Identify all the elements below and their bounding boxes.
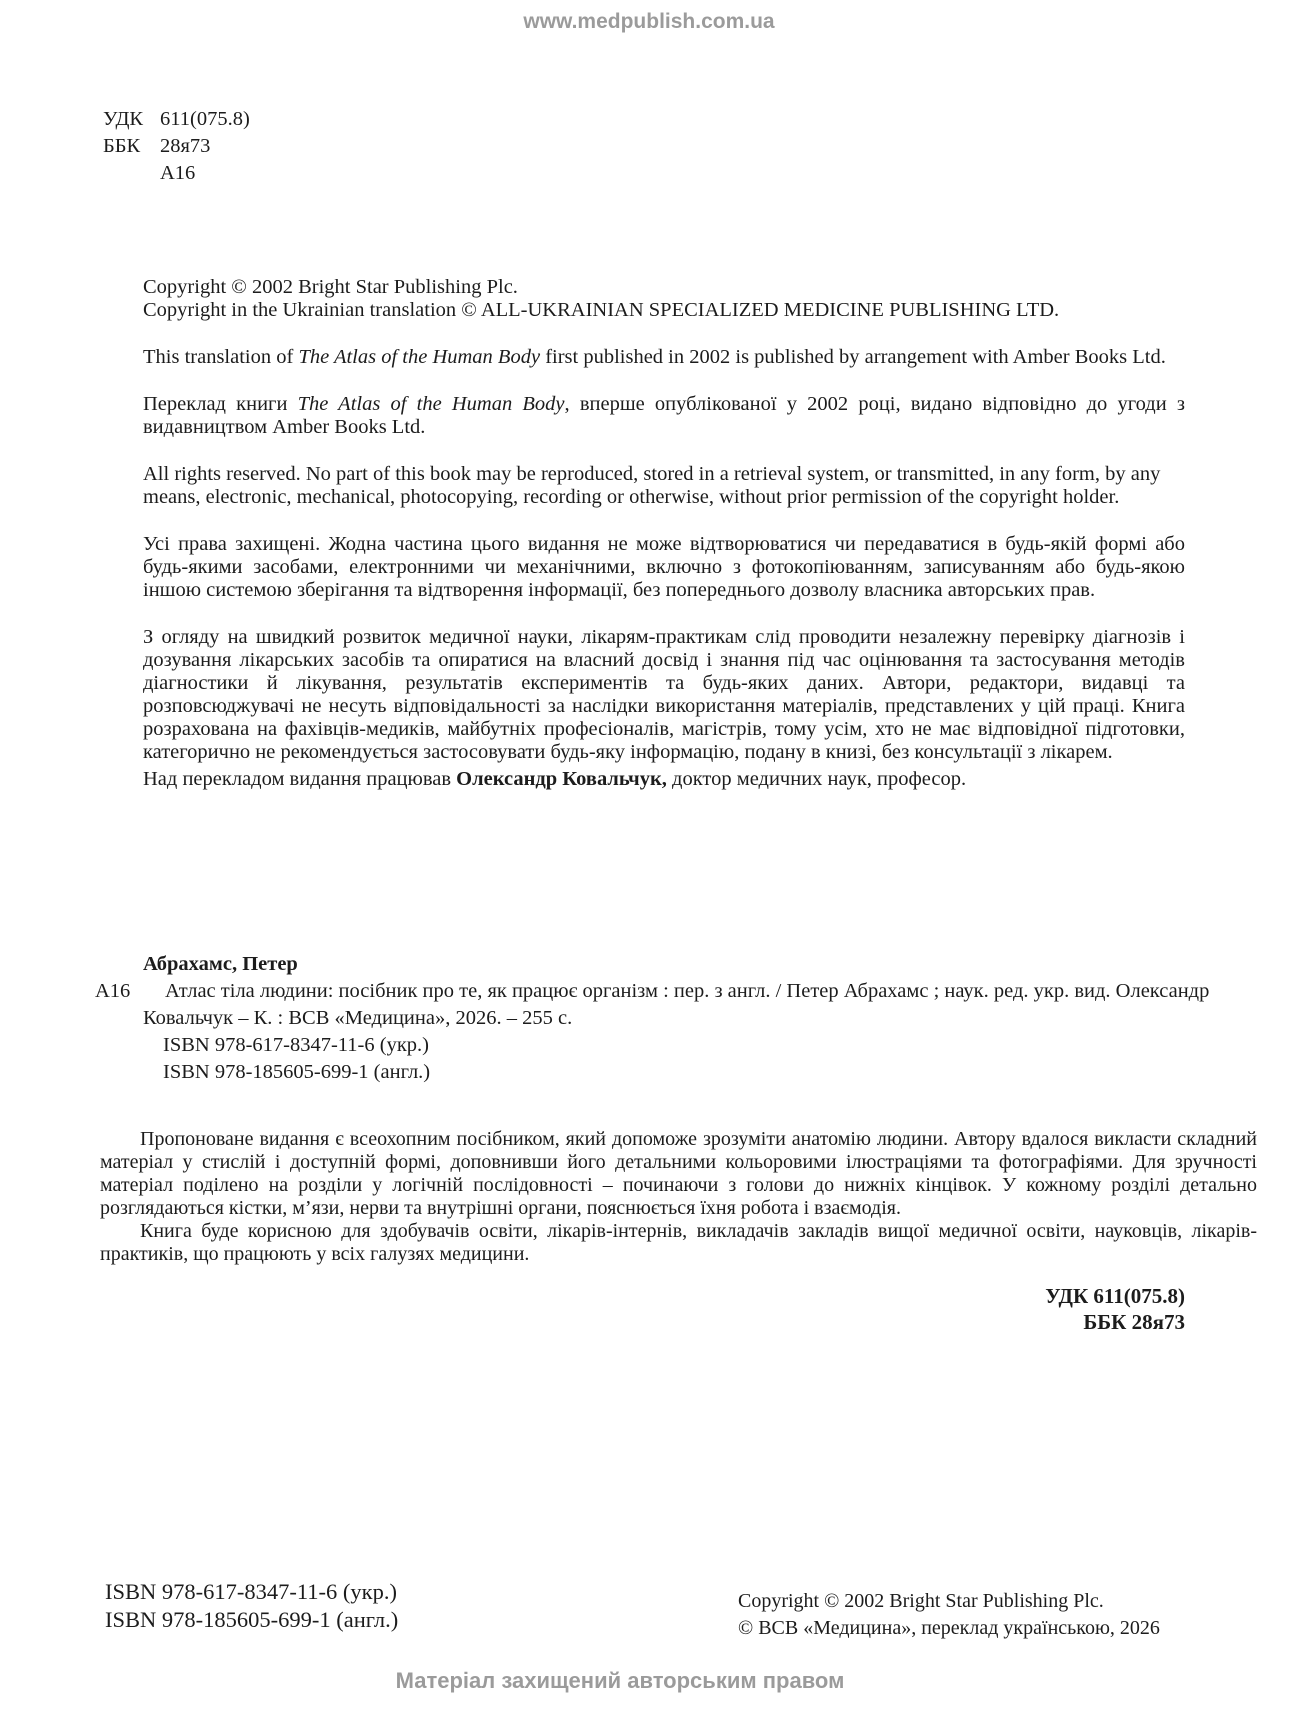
classification-footer-bbk: ББК 28я73 xyxy=(1083,1310,1185,1334)
bottom-copyright-original: Copyright © 2002 Bright Star Publishing Plc. xyxy=(738,1590,1104,1612)
catalog-entry-line-2: Ковальчук – К. : ВСВ «Медицина», 2026. – 255 с. xyxy=(143,1007,573,1029)
udc-label: УДК xyxy=(103,108,144,130)
translator-name-bold: Олександр Ковальчук, xyxy=(456,768,667,790)
catalog-sign: А16 xyxy=(95,980,131,1002)
bbk-label: ББК xyxy=(103,135,141,157)
bottom-isbn-uk: ISBN 978-617-8347-11-6 (укр.) xyxy=(105,1579,397,1604)
translator-credit-text: Над перекладом видання працював xyxy=(143,768,457,790)
translation-en-text: This translation of xyxy=(143,346,299,368)
rights-paragraph-uk: Усі права захищені. Жодна частина цього видання не може відтворюватися чи передаватися в будь-якій формі або будь-якими засобами, електронними чи механічними, включно з фотокопіюванням, записуванням або будь-якою іншою системою зберігання та відтворення інформації, без попереднього дозволу власника авторських прав. xyxy=(143,533,1185,601)
classification-footer-udc: УДК 611(075.8) xyxy=(1045,1284,1185,1308)
translation-uk-text-after: , вперше опублікованої у 2002 році, видано відповідно до угоди з видавництвом Amber Books Ltd. xyxy=(143,393,1185,438)
bottom-isbn-block xyxy=(105,1578,398,1634)
rights-paragraph-en: All rights reserved. No part of this book may be reproduced, stored in a retrieval system, or transmitted, in any form, by any means, electronic, mechanical, photocopying, recording or otherwise, without prior permission of the copyright holder. xyxy=(143,463,1161,508)
disclaimer-paragraph: З огляду на швидкий розвиток медичної науки, лікарям-практикам слід проводити незалежну перевірку діагнозів і дозування лікарських засобів та опиратися на власний досвід і знання під час оцінювання та застосування методів діагностики й лікування, результатів експериментів та будь-яких даних. Автори, редактори, видавці та розповсюджувачі не несуть відповідальності за наслідки використання матеріалів, представлених у цій праці. Книга розрахована на фахівців-медиків, майбутніх професіоналів, магістрів, тому усім, хто не має відповідної підготовки, категорично не рекомендується застосовувати будь-яку інформацію, подану в книзі, без консультації з лікарем. xyxy=(143,626,1185,763)
copyright-line-2: Copyright in the Ukrainian translation © ALL-UKRAINIAN SPECIALIZED MEDICINE PUBLISHING LTD. xyxy=(143,299,1060,321)
translation-uk-text: Переклад книги xyxy=(143,393,298,415)
site-url-header: www.medpublish.com.ua xyxy=(523,10,775,33)
bbk-value: 28я73 xyxy=(160,135,211,157)
book-title-en-italic: The Atlas of the Human Body xyxy=(298,346,541,368)
catalog-entry-line-1: Атлас тіла людини: посібник про те, як працює організм : пер. з англ. / Петер Абрахамс ; наук. ред. укр. вид. Олександр xyxy=(165,980,1210,1002)
udc-value: 611(075.8) xyxy=(160,108,250,130)
catalog-author: Абрахамс, Петер xyxy=(143,953,298,975)
author-sign: А16 xyxy=(160,162,196,184)
catalog-isbn-en: ISBN 978-185605-699-1 (англ.) xyxy=(163,1061,431,1083)
translation-notice-en xyxy=(143,346,1203,369)
bottom-copyright-block xyxy=(738,1588,1160,1642)
copyright-line-1: Copyright © 2002 Bright Star Publishing Plc. xyxy=(143,276,518,298)
annotation-paragraph-1: Пропоноване видання є всеохопним посібником, який допоможе зрозуміти анатомію людини. Автору вдалося викласти складний матеріал у стислій і доступній формі, доповнивши його детальними кольоровими ілюстраціями та фотографіями. Для зручності матеріал поділено на розділи у логічній послідовності – починаючи з голови до нижніх кінцівок. У кожному розділі детально розглядаються кістки, м’язи, нерви та внутрішні органи, пояснюється їхня робота і взаємодія. xyxy=(100,1128,1257,1219)
catalog-isbn-uk: ISBN 978-617-8347-11-6 (укр.) xyxy=(163,1034,429,1056)
translator-credit xyxy=(143,768,1203,791)
copyright-block xyxy=(143,276,1185,322)
book-title-uk-italic: The Atlas of the Human Body xyxy=(297,393,565,415)
translator-credit-text-after: доктор медичних наук, професор. xyxy=(666,768,967,790)
annotation-paragraph-2: Книга буде корисною для здобувачів освіти, лікарів-інтернів, викладачів закладів вищої медичної освіти, науковців, лікарів-практиків, що працюють у всіх галузях медицини. xyxy=(100,1220,1257,1265)
classification-footer xyxy=(785,1283,1185,1335)
bottom-isbn-en: ISBN 978-185605-699-1 (англ.) xyxy=(105,1607,399,1632)
translation-notice-uk xyxy=(143,393,1185,439)
translation-en-text-after: first published in 2002 is published by arrangement with Amber Books Ltd. xyxy=(540,346,1166,368)
bottom-copyright-translation: © ВСВ «Медицина», переклад українською, 2026 xyxy=(738,1617,1160,1639)
copyright-protection-notice: Матеріал захищений авторським правом xyxy=(395,1668,845,1693)
